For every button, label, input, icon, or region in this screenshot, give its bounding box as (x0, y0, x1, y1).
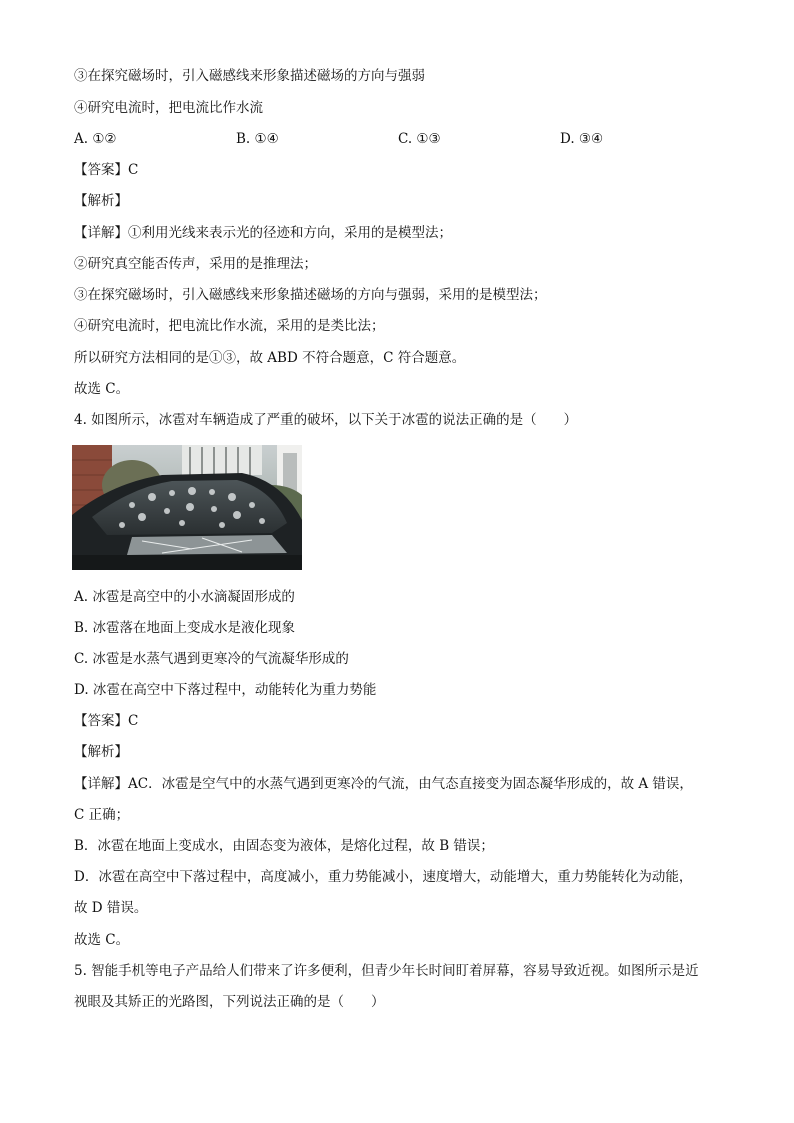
q3-choose: 故选 C。 (74, 381, 130, 397)
q4-analysis-label: 【解析】 (74, 744, 128, 760)
q3-detail-1: 【详解】①利用光线来表示光的径迹和方向，采用的是模型法； (74, 225, 452, 241)
q4-option-d: D. 冰雹在高空中下落过程中，动能转化为重力势能 (74, 682, 377, 698)
q4-detail-3: D．冰雹在高空中下落过程中，高度减小，重力势能减小，速度增大，动能增大，重力势能转化为动能， (74, 869, 693, 885)
q4-option-b: B. 冰雹落在地面上变成水是液化现象 (74, 620, 296, 636)
q4-choose: 故选 C。 (74, 932, 130, 948)
q4-detail-1: 【详解】AC．冰雹是空气中的水蒸气遇到更寒冷的气流，由气态直接变为固态凝华形成的，故 A 错误， (74, 776, 693, 792)
q4-detail-2: B．冰雹在地面上变成水，由固态变为液体，是熔化过程，故 B 错误； (74, 838, 494, 854)
q5-stem-line-1: 5. 智能手机等电子产品给人们带来了许多便利，但青少年长时间盯着屏幕，容易导致近视。如图所示是近 (74, 963, 699, 979)
q3-detail-4: ④研究电流时，把电流比作水流，采用的是类比法； (74, 318, 385, 334)
q3-answer: 【答案】C (74, 162, 139, 178)
q4-answer: 【答案】C (74, 713, 139, 729)
q3-conclusion: 所以研究方法相同的是①③，故 ABD 不符合题意，C 符合题意。 (74, 350, 466, 366)
hail-damaged-car-photo (72, 445, 302, 570)
q3-option-b: B. ①④ (236, 131, 279, 147)
q3-option-d: D. ③④ (560, 131, 604, 147)
q3-item-4: ④研究电流时，把电流比作水流 (74, 100, 263, 116)
q3-option-a: A. ①② (74, 131, 117, 147)
q4-detail-1-continued: C 正确； (74, 807, 130, 823)
q4-option-a: A. 冰雹是高空中的小水滴凝固形成的 (74, 589, 295, 605)
q3-detail-2: ②研究真空能否传声，采用的是推理法； (74, 256, 317, 272)
q5-stem-line-2: 视眼及其矫正的光路图，下列说法正确的是（ ） (74, 994, 385, 1010)
q4-detail-3-continued: 故 D 错误。 (74, 900, 148, 916)
q4-option-c: C. 冰雹是水蒸气遇到更寒冷的气流凝华形成的 (74, 651, 349, 667)
q3-detail-3: ③在探究磁场时，引入磁感线来形象描述磁场的方向与强弱，采用的是模型法； (74, 287, 547, 303)
q3-options (74, 129, 734, 149)
q4-stem: 4. 如图所示，冰雹对车辆造成了严重的破坏，以下关于冰雹的说法正确的是（ ） (74, 412, 578, 428)
q3-option-c: C. ①③ (398, 131, 441, 147)
q3-analysis-label: 【解析】 (74, 193, 128, 209)
q3-item-3: ③在探究磁场时，引入磁感线来形象描述磁场的方向与强弱 (74, 68, 425, 84)
